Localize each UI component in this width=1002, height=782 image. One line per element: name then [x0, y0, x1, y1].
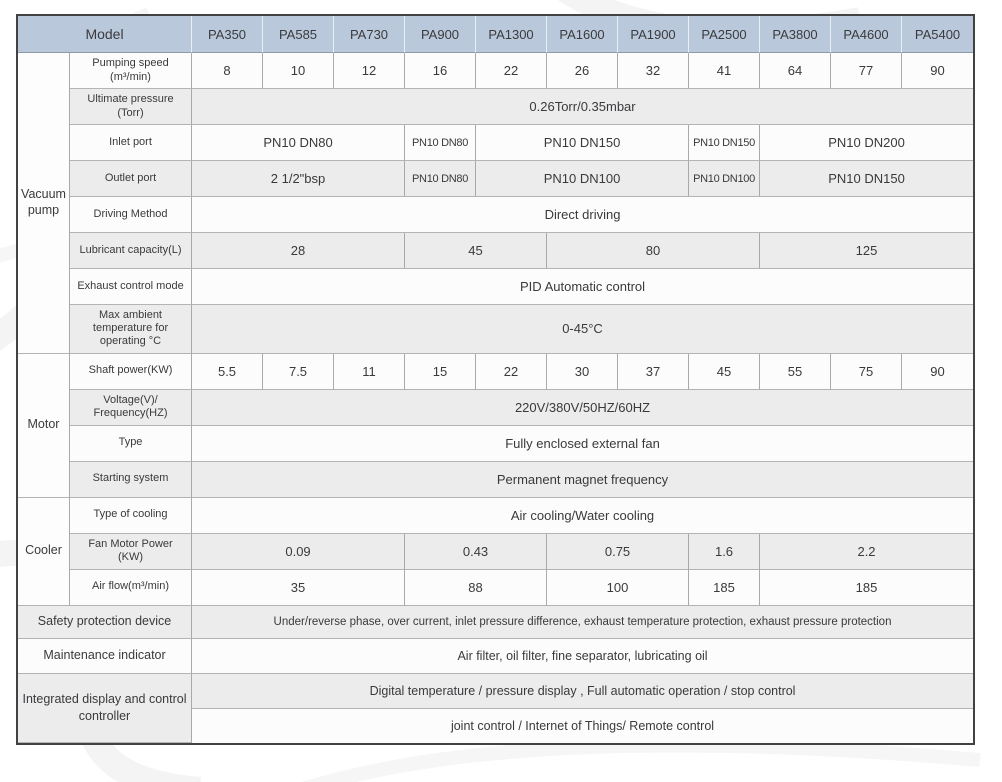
model-column-header: PA350: [192, 16, 263, 53]
value-cell: 28: [192, 233, 405, 269]
table-row: [18, 354, 973, 390]
value-cell: 0.09: [192, 534, 405, 570]
table-row: [18, 161, 973, 197]
value-cell: Under/reverse phase, over current, inlet pressure difference, exhaust temperature protection, exhaust pressure protection: [192, 606, 973, 639]
model-column-header: PA730: [334, 16, 405, 53]
model-column-header: PA4600: [831, 16, 902, 53]
model-header-cell: Model: [18, 16, 192, 53]
value-cell: PN10 DN200: [760, 125, 973, 161]
value-cell: 30: [547, 354, 618, 390]
value-cell: 12: [334, 53, 405, 89]
section-label-motor: Motor: [18, 354, 70, 498]
table-row: [18, 89, 973, 125]
row-label-type-of-cooling: Type of cooling: [70, 498, 192, 534]
value-cell: 22: [476, 53, 547, 89]
value-cell: 0.43: [405, 534, 547, 570]
value-cell: PN10 DN100: [689, 161, 760, 197]
value-cell: 11: [334, 354, 405, 390]
table-row: [18, 674, 973, 709]
value-cell: PN10 DN80: [192, 125, 405, 161]
value-cell: 0-45°C: [192, 305, 973, 354]
value-cell: Direct driving: [192, 197, 973, 233]
value-cell: 26: [547, 53, 618, 89]
value-cell: 2.2: [760, 534, 973, 570]
row-label-inlet-port: Inlet port: [70, 125, 192, 161]
table-row: [18, 498, 973, 534]
table-row: [18, 305, 973, 354]
model-column-header: PA5400: [902, 16, 973, 53]
row-label-voltage-frequency: Voltage(V)/ Frequency(HZ): [70, 390, 192, 426]
row-label-air-flow: Air flow(m³/min): [70, 570, 192, 606]
value-cell: 55: [760, 354, 831, 390]
row-label-safety-protection: Safety protection device: [18, 606, 192, 639]
value-cell: 22: [476, 354, 547, 390]
value-cell: 64: [760, 53, 831, 89]
value-cell: 90: [902, 354, 973, 390]
row-label-shaft-power: Shaft power(KW): [70, 354, 192, 390]
value-cell: 77: [831, 53, 902, 89]
table-row: [18, 197, 973, 233]
value-cell: PN10 DN150: [689, 125, 760, 161]
model-column-header: PA585: [263, 16, 334, 53]
value-cell: 37: [618, 354, 689, 390]
table-row: [18, 233, 973, 269]
model-column-header: PA1600: [547, 16, 618, 53]
value-cell: PN10 DN150: [760, 161, 973, 197]
value-cell: 45: [405, 233, 547, 269]
row-label-outlet-port: Outlet port: [70, 161, 192, 197]
table-row: [18, 570, 973, 606]
value-cell: PN10 DN100: [476, 161, 689, 197]
row-label-integrated-display: Integrated display and control controller: [18, 674, 192, 743]
table-row: [18, 125, 973, 161]
row-label-exhaust-control-mode: Exhaust control mode: [70, 269, 192, 305]
value-cell: joint control / Internet of Things/ Remote control: [192, 709, 973, 743]
value-cell: 16: [405, 53, 476, 89]
value-cell: 90: [902, 53, 973, 89]
value-cell: 100: [547, 570, 689, 606]
value-cell: PID Automatic control: [192, 269, 973, 305]
value-cell: 80: [547, 233, 760, 269]
value-cell: Digital temperature / pressure display , Full automatic operation / stop control: [192, 674, 973, 709]
model-column-header: PA1900: [618, 16, 689, 53]
model-column-header: PA900: [405, 16, 476, 53]
value-cell: PN10 DN150: [476, 125, 689, 161]
table-row: [18, 269, 973, 305]
value-cell: 41: [689, 53, 760, 89]
row-label-maintenance-indicator: Maintenance indicator: [18, 639, 192, 674]
value-cell: 45: [689, 354, 760, 390]
value-cell: PN10 DN80: [405, 161, 476, 197]
model-column-header: PA3800: [760, 16, 831, 53]
row-label-ultimate-pressure: Ultimate pressure (Torr): [70, 89, 192, 125]
value-cell: 185: [760, 570, 973, 606]
value-cell: 75: [831, 354, 902, 390]
value-cell: 185: [689, 570, 760, 606]
model-column-header: PA1300: [476, 16, 547, 53]
model-column-header: PA2500: [689, 16, 760, 53]
spec-table: [16, 14, 975, 745]
value-cell: Air filter, oil filter, fine separator, lubricating oil: [192, 639, 973, 674]
value-cell: 220V/380V/50HZ/60HZ: [192, 390, 973, 426]
row-label-driving-method: Driving Method: [70, 197, 192, 233]
header-row: [18, 16, 973, 53]
value-cell: 15: [405, 354, 476, 390]
value-cell: 0.26Torr/0.35mbar: [192, 89, 973, 125]
value-cell: 88: [405, 570, 547, 606]
value-cell: Air cooling/Water cooling: [192, 498, 973, 534]
table-row: [18, 53, 973, 89]
value-cell: 5.5: [192, 354, 263, 390]
table-row: [18, 606, 973, 639]
value-cell: 7.5: [263, 354, 334, 390]
table-row: [18, 639, 973, 674]
row-label-motor-type: Type: [70, 426, 192, 462]
value-cell: 0.75: [547, 534, 689, 570]
value-cell: Fully enclosed external fan: [192, 426, 973, 462]
value-cell: 35: [192, 570, 405, 606]
value-cell: Permanent magnet frequency: [192, 462, 973, 498]
table-row: [18, 390, 973, 426]
row-label-max-ambient-temperature: Max ambient temperature for operating °C: [70, 305, 192, 354]
row-label-lubricant-capacity: Lubricant capacity(L): [70, 233, 192, 269]
section-label-cooler: Cooler: [18, 498, 70, 606]
value-cell: 125: [760, 233, 973, 269]
table-row: [18, 426, 973, 462]
row-label-starting-system: Starting system: [70, 462, 192, 498]
table-row: [18, 462, 973, 498]
value-cell: 32: [618, 53, 689, 89]
section-label-vacuum-pump: Vacuum pump: [18, 53, 70, 354]
table-row: [18, 534, 973, 570]
value-cell: PN10 DN80: [405, 125, 476, 161]
value-cell: 8: [192, 53, 263, 89]
row-label-fan-motor-power: Fan Motor Power (KW): [70, 534, 192, 570]
value-cell: 1.6: [689, 534, 760, 570]
value-cell: 10: [263, 53, 334, 89]
value-cell: 2 1/2"bsp: [192, 161, 405, 197]
row-label-pumping-speed: Pumping speed (m³/min): [70, 53, 192, 89]
